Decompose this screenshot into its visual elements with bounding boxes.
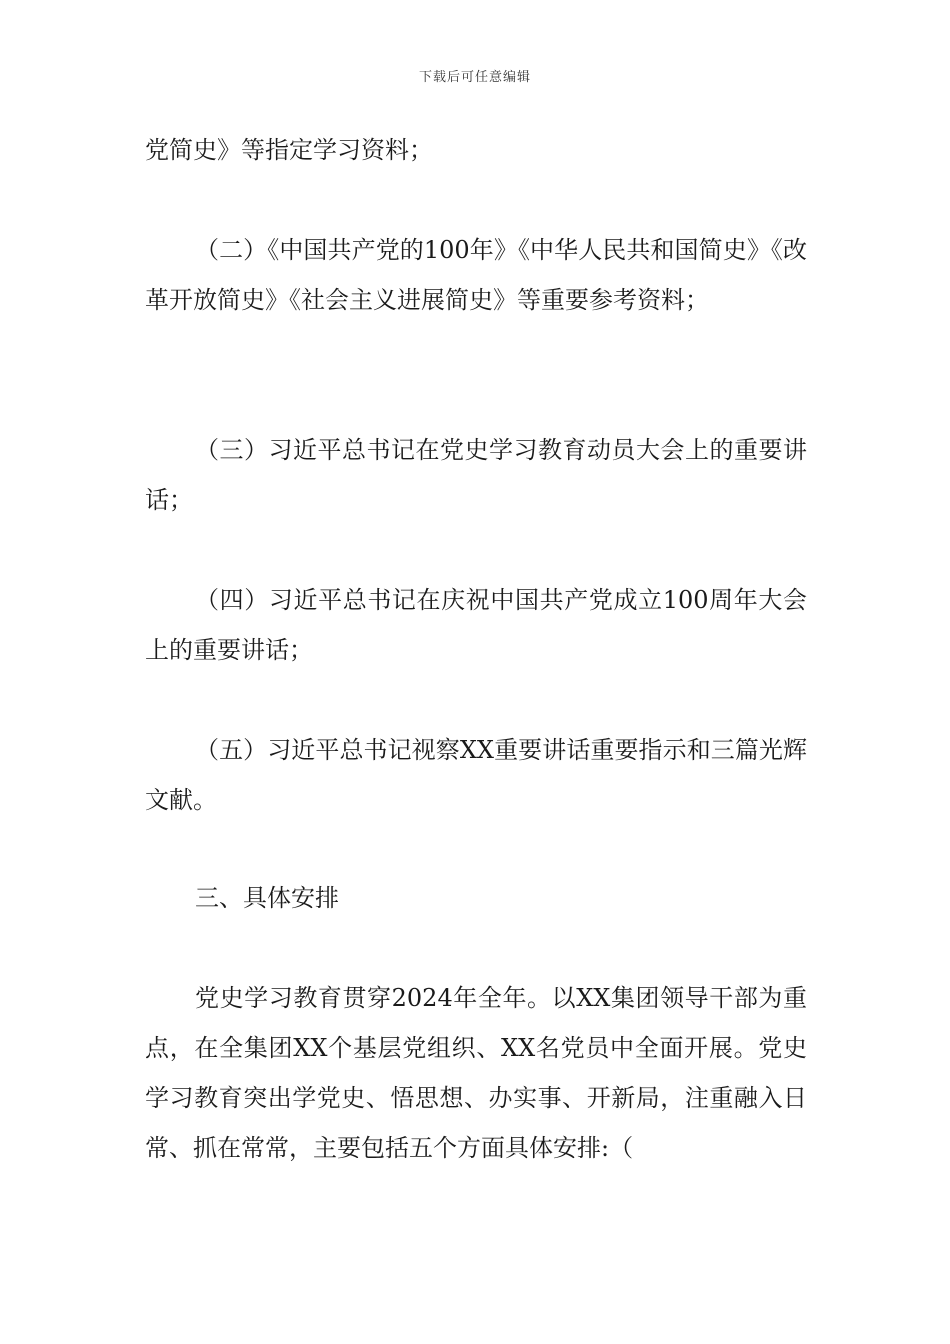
paragraph-item-3: （三）习近平总书记在党史学习教育动员大会上的重要讲话； — [145, 436, 807, 514]
paragraph-continuation: 党简史》等指定学习资料； — [145, 136, 433, 164]
section-heading: 三、具体安排 — [195, 884, 339, 912]
page-header: 下载后可任意编辑 — [418, 70, 531, 85]
paragraph-item-4: （四）习近平总书记在庆祝中国共产党成立100周年大会上的重要讲话； — [145, 586, 807, 664]
paragraph-item-2: （二）《中国共产党的100年》《中华人民共和国简史》《改革开放简史》《社会主义进展简史》等重要参考资料； — [145, 236, 807, 314]
paragraph-arrangement: 党史学习教育贯穿2024年全年。以XX集团领导干部为重点，在全集团XX个基层党组织、XX名党员中全面开展。党史学习教育突出学党史、悟思想、办实事、开新局，注重融入日常、抓在常常，主要包括五个方面具体安排:（ — [145, 984, 807, 1162]
paragraph-item-5: （五）习近平总书记视察XX重要讲话重要指示和三篇光辉文献。 — [145, 736, 807, 814]
